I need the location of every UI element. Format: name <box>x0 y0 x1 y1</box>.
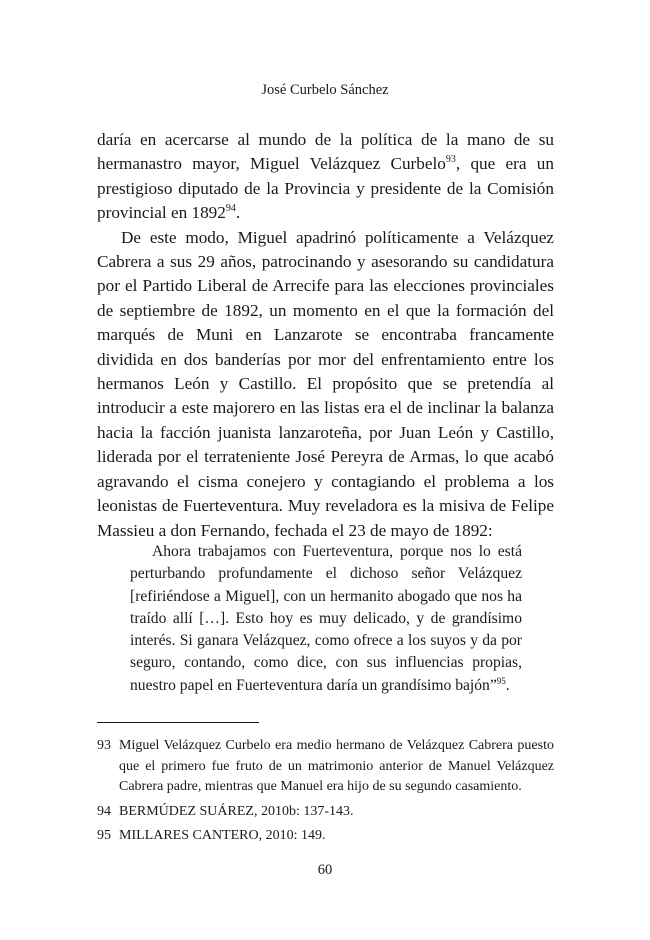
footnote-text: Miguel Velázquez Curbelo era medio hermano de Velázquez Cabrera puesto que el primero fue fruto de un matrimonio anterior de Manuel Velázquez Cabrera padre, mientras que Manuel era hijo de su segundo casamiento. <box>119 738 554 794</box>
page-number: 60 <box>317 862 333 878</box>
footnote-ref-93: 93 <box>445 154 456 166</box>
footnote-94 <box>97 802 554 823</box>
footnote-ref-95: 95 <box>496 675 506 686</box>
footnote-95 <box>97 826 554 847</box>
paragraph-2: De este modo, Miguel apadrinó políticamente a Velázquez Cabrera a sus 29 años, patrocinando y asesorando su candidatura por el Partido Liberal de Arrecife para las elecciones provinciales de septiembre de 1892, un momento en el que la formación del marqués de Muni en Lanzarote se encontraba francamente dividida en dos banderías por mor del enfrentamiento entre los hermanos León y Castillo. El propósito que se pretendía al introducir a este majorero en las listas era el de inclinar la balanza hacia la facción juanista lanzaroteña, por Juan León y Castillo, liderada por el terrateniente José Pereyra de Armas, lo que acabó agravando el cisma conejero y contagiando el problema a los leonistas de Fuerteventura. Muy reveladora es la misiva de Felipe Massieu a don Fernando, fechada el 23 de mayo de 1892: <box>97 227 554 540</box>
footnote-number: 93 <box>97 738 111 753</box>
quote-paragraph <box>130 541 522 697</box>
footnote-text: BERMÚDEZ SUÁREZ, 2010b: 137-143. <box>119 803 354 819</box>
main-text <box>97 128 554 543</box>
footnote-ref-94: 94 <box>225 203 236 215</box>
footnotes <box>97 736 554 851</box>
block-quote <box>130 541 522 697</box>
footnote-text: MILLARES CANTERO, 2010: 149. <box>119 828 326 843</box>
footnote-separator <box>97 722 259 723</box>
paragraph-1 <box>97 128 554 226</box>
paragraph-1-part-3: . <box>235 203 241 223</box>
paragraph-1-part-1: daría en acercarse al mundo de la política de la mano de su hermanastro mayor, Miguel Velázquez Curbelo <box>97 130 554 174</box>
running-head: José Curbelo Sánchez <box>261 82 389 98</box>
quote-end: . <box>505 676 510 694</box>
footnote-number: 95 <box>97 828 111 843</box>
footnote-93 <box>97 736 554 798</box>
paragraph-1-part-2: , que era un prestigioso diputado de la Provincia y presidente de la Comisión provincial en 1892 <box>97 154 554 223</box>
quote-text: Ahora trabajamos con Fuerteventura, porque nos lo está perturbando profundamente el dichoso señor Velázquez [refiriéndose a Miguel], con un hermanito abogado que nos ha traído allí […]. Esto hoy es muy delicado, y de grandísimo interés. Si ganara Velázquez, como ofrece a los suyos y da por seguro, contando, como dice, con sus influencias propias, nuestro papel en Fuerteventura daría un grandísimo bajón” <box>130 543 522 694</box>
footnote-number: 94 <box>97 803 111 819</box>
